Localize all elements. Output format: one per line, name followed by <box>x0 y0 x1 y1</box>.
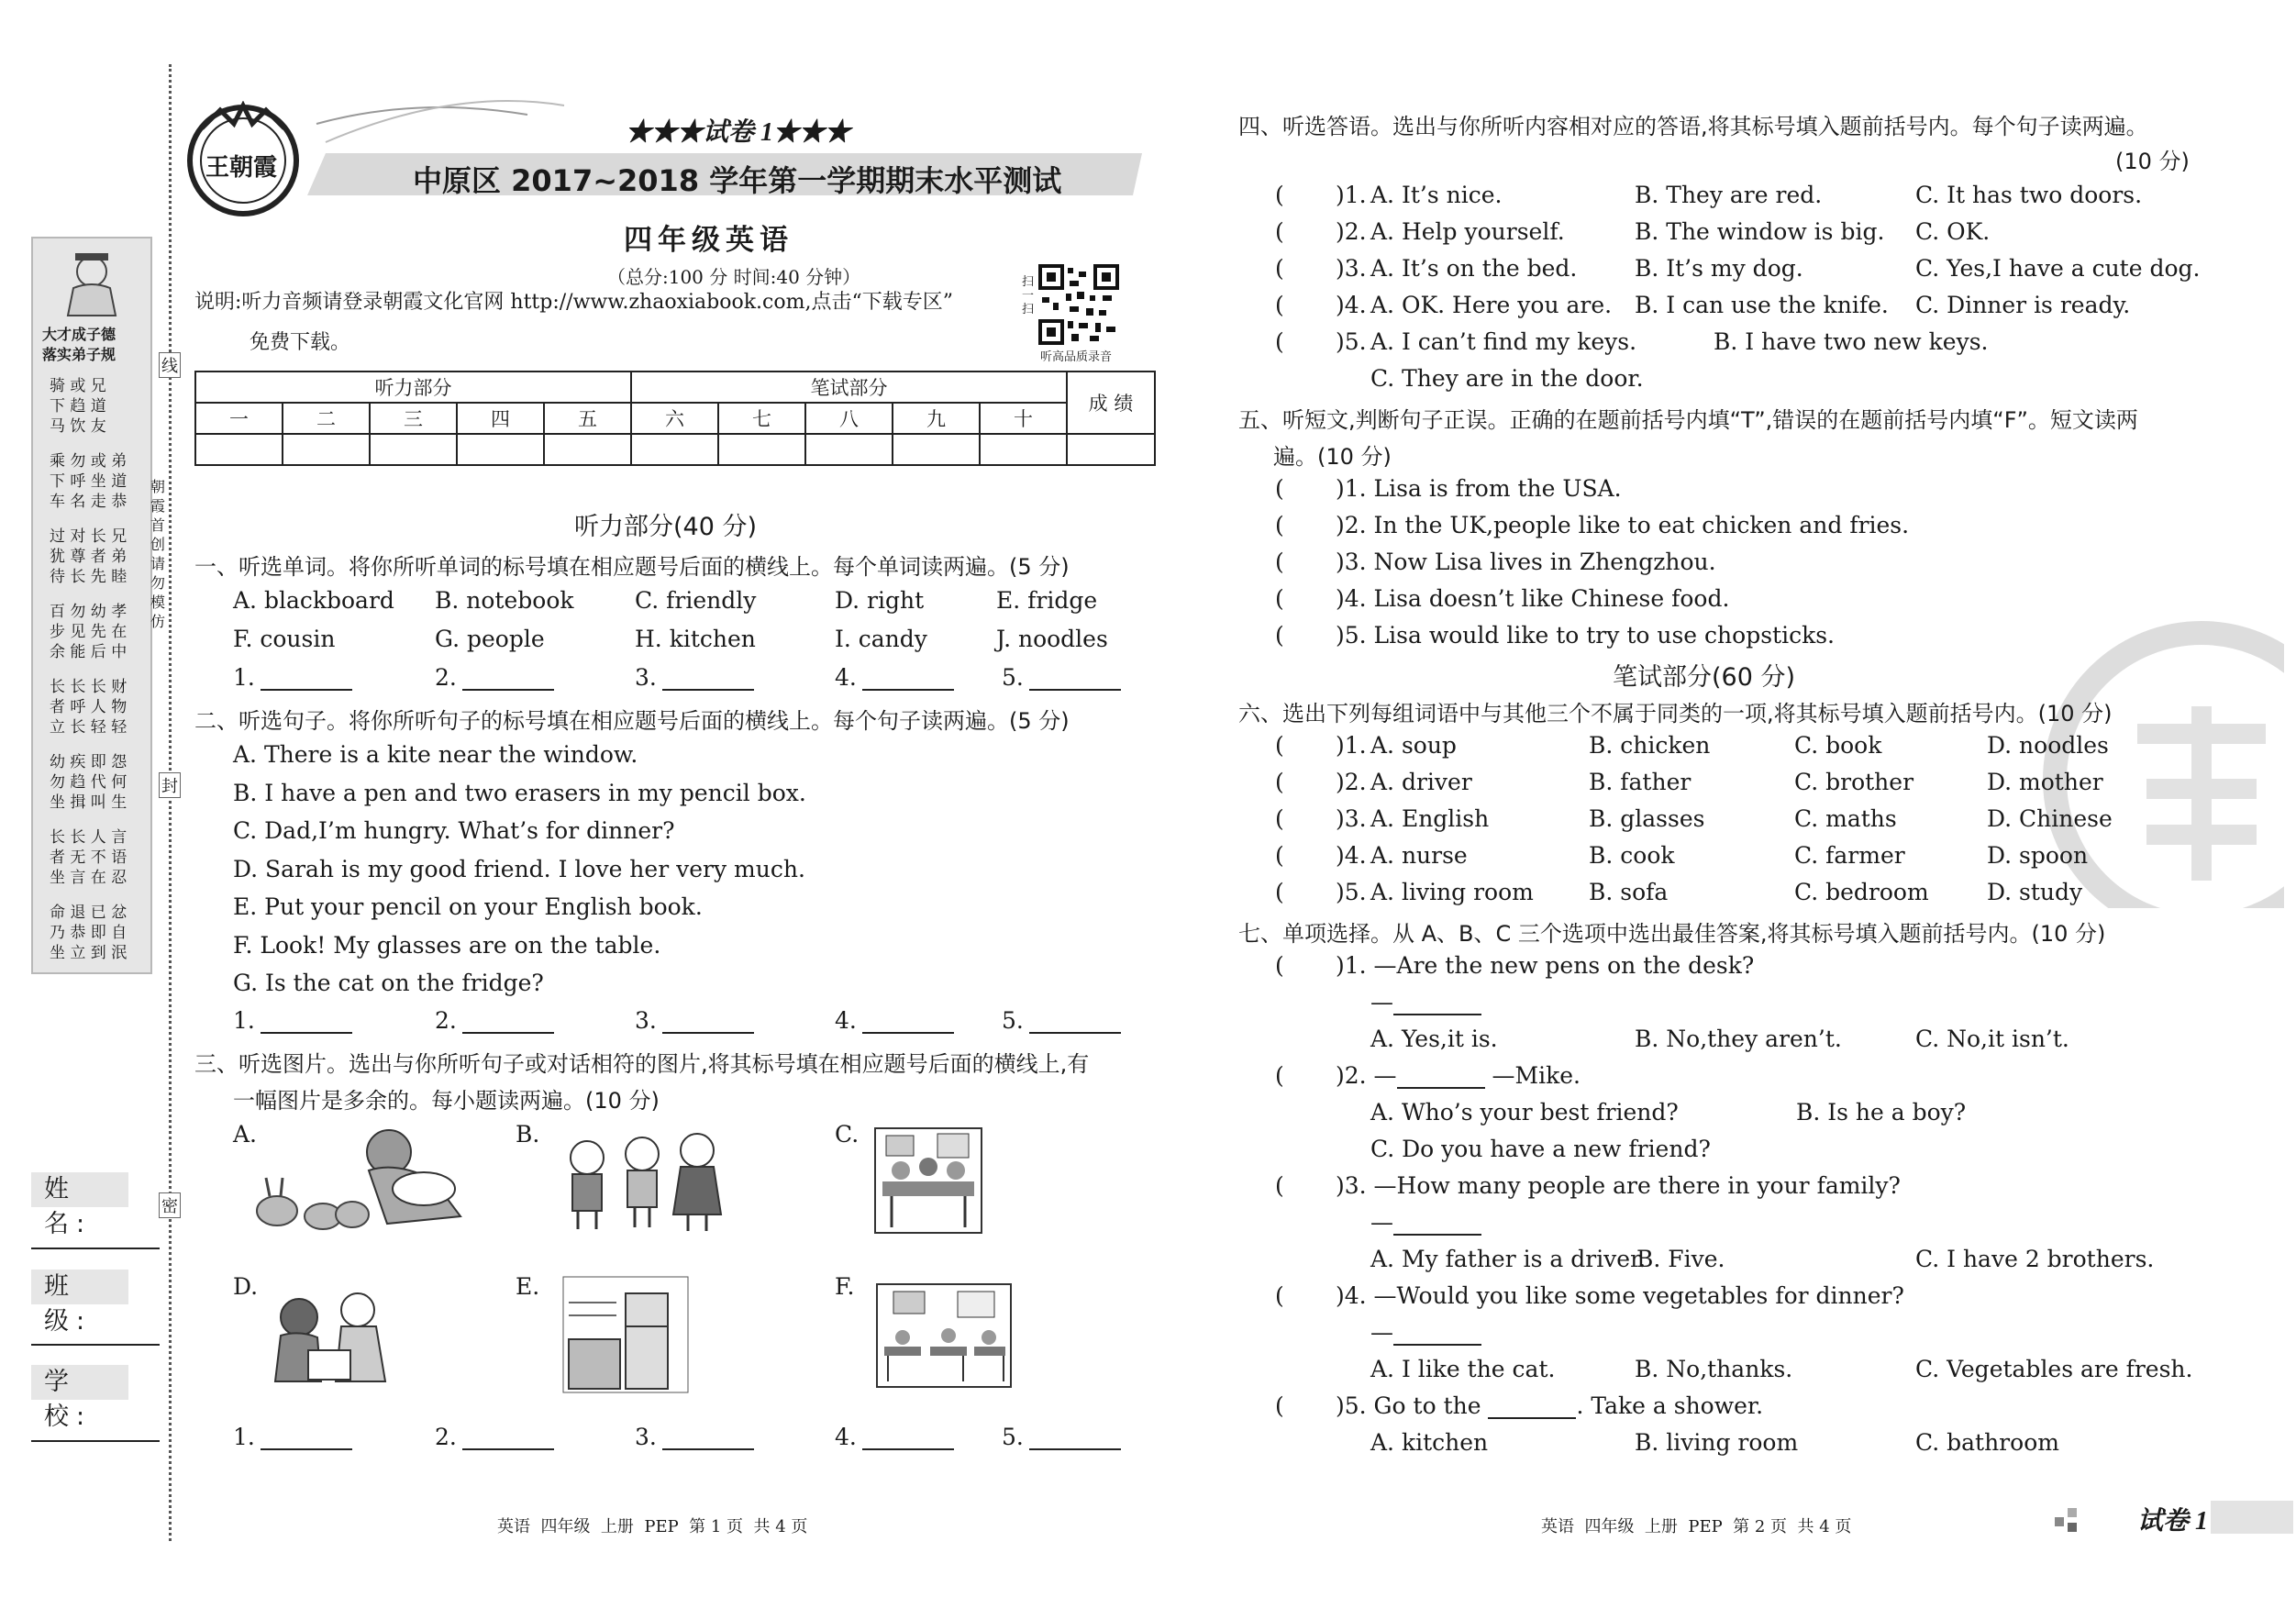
q4-item-number: )4. <box>1336 292 1367 318</box>
q6-option-a: A. soup <box>1370 732 1457 759</box>
class-label: 班 级: <box>31 1270 128 1304</box>
q1-option: B. notebook <box>435 587 574 614</box>
q7-option-c: C. I have 2 brothers. <box>1915 1246 2155 1272</box>
q1-option: C. friendly <box>635 587 757 614</box>
q7-question: )3. —How many people are there in your family? <box>1336 1172 1901 1199</box>
q7-answer-bracket[interactable]: ( <box>1275 1062 1284 1089</box>
q6-option-a: A. nurse <box>1370 842 1468 869</box>
q5-title-line2: 遍。(10 分) <box>1273 444 1392 470</box>
q6-option-d: D. Chinese <box>1987 805 2113 832</box>
q7-option-b: B. Is he a boy? <box>1796 1099 1967 1126</box>
q7-option-b: B. Five. <box>1636 1246 1725 1272</box>
q1-option: A. blackboard <box>233 587 394 614</box>
picture-d-reading <box>262 1290 400 1391</box>
verse-block-3: 过 对 长 兄 犹 尊 者 弟 待 长 先 睦 <box>50 527 128 586</box>
score-cell[interactable] <box>893 434 980 465</box>
exam-badge: ★★★试卷 1★★★ <box>626 118 851 147</box>
q7-option-a: A. kitchen <box>1370 1429 1489 1456</box>
score-col-header: 四 <box>457 403 544 434</box>
listening-section-title: 听力部分(40 分) <box>574 513 758 541</box>
q7-option-b: B. No,they aren’t. <box>1635 1026 1842 1052</box>
q6-option-a: A. driver <box>1370 769 1472 795</box>
q7-question: )5. Go to the . Take a shower. <box>1336 1392 1764 1419</box>
verse-block-5: 长 长 长 财 者 呼 人 物 立 长 轻 轻 <box>50 678 128 737</box>
q7-answer-bracket[interactable]: ( <box>1275 952 1284 979</box>
brand-seal-text: 王朝霞 <box>205 154 278 181</box>
score-col-header: 三 <box>370 403 457 434</box>
score-col-header: 八 <box>805 403 893 434</box>
q7-response-blank: — <box>1370 1209 1481 1236</box>
q5-statement: )5. Lisa would like to try to use chopsticks. <box>1336 622 1835 649</box>
class-field[interactable] <box>31 1344 160 1346</box>
score-col-header: 一 <box>195 403 283 434</box>
q7-response-blank: — <box>1370 989 1481 1015</box>
verse-block-1: 骑 或 兄 下 趋 道 马 饮 友 <box>50 377 106 436</box>
picture-label-b: B. <box>516 1121 540 1148</box>
q4-item-number: )3. <box>1336 255 1367 282</box>
score-cell[interactable] <box>195 434 283 465</box>
q7-option-a: A. Who’s your best friend? <box>1370 1099 1679 1126</box>
name-field[interactable] <box>31 1248 160 1249</box>
q1-answer-4[interactable]: 4. <box>835 664 954 691</box>
q3-answer-5[interactable]: 5. <box>1002 1424 1121 1450</box>
exam-title: 中原区 2017~2018 学年第一学期期末水平测试 <box>413 163 1062 198</box>
q4-answer-bracket[interactable]: ( <box>1275 218 1284 245</box>
q1-title: 一、听选单词。将你所听单词的标号填在相应题号后面的横线上。每个单词读两遍。(5 分) <box>194 554 1070 580</box>
q4-option-b: B. They are red. <box>1635 182 1823 208</box>
q4-option-a: A. I can’t find my keys. <box>1370 328 1637 355</box>
q4-option-a: A. OK. Here you are. <box>1370 292 1613 318</box>
picture-a-rabbits-and-bear <box>250 1125 479 1231</box>
q1-answer-5[interactable]: 5. <box>1002 664 1121 691</box>
verse-block-8: 命 退 已 忿 乃 恭 即 自 坐 立 到 泯 <box>50 904 128 962</box>
q4-item-number: )1. <box>1336 182 1367 208</box>
q4-option-b: B. The window is big. <box>1635 218 1885 245</box>
scholar-illustration <box>33 244 150 317</box>
q2-sentence: F. Look! My glasses are on the table. <box>233 932 661 959</box>
q7-option-c: C. Vegetables are fresh. <box>1915 1356 2193 1382</box>
q1-option: G. people <box>435 626 545 652</box>
q6-item-number: )1. <box>1336 732 1367 759</box>
q7-answer-bracket[interactable]: ( <box>1275 1392 1284 1419</box>
q5-answer-bracket[interactable]: ( <box>1275 549 1284 575</box>
q7-option-b: B. living room <box>1635 1429 1799 1456</box>
picture-e-kitchen-fridge <box>561 1275 690 1394</box>
score-col-header: 二 <box>283 403 370 434</box>
q3-title-line2: 一幅图片是多余的。每小题读两遍。(10 分) <box>233 1088 660 1114</box>
q6-option-a: A. English <box>1370 805 1490 832</box>
q2-title: 二、听选句子。将你所听句子的标号填在相应题号后面的横线上。每个句子读两遍。(5 分) <box>194 708 1070 734</box>
q4-option-c: C. Dinner is ready. <box>1915 292 2131 318</box>
footer-right: 英语 四年级 上册 PEP 第 2 页 共 4 页 <box>1541 1517 1852 1536</box>
picture-label-d: D. <box>233 1273 259 1300</box>
q2-sentence: B. I have a pen and two erasers in my pencil box. <box>233 780 806 806</box>
score-cell[interactable] <box>718 434 805 465</box>
written-section-title: 笔试部分(60 分) <box>1613 663 1796 692</box>
q5-answer-bracket[interactable]: ( <box>1275 585 1284 612</box>
q4-option-b: B. It’s my dog. <box>1635 255 1803 282</box>
score-col-header: 五 <box>544 403 631 434</box>
verse-block-2: 乘 勿 或 弟 下 呼 坐 道 车 名 走 恭 <box>50 452 128 511</box>
q7-option-a: A. Yes,it is. <box>1370 1026 1498 1052</box>
q1-option: D. right <box>835 587 925 614</box>
q7-answer-bracket[interactable]: ( <box>1275 1172 1284 1199</box>
q1-option: J. noodles <box>996 626 1108 652</box>
q5-answer-bracket[interactable]: ( <box>1275 512 1284 538</box>
verse-block-7: 长 长 人 言 者 无 不 语 坐 言 在 忍 <box>50 828 128 887</box>
q6-option-b: B. glasses <box>1589 805 1705 832</box>
q6-option-c: C. bedroom <box>1794 879 1929 905</box>
q2-sentence: C. Dad,I’m hungry. What’s for dinner? <box>233 817 675 844</box>
q2-answer-4[interactable]: 4. <box>835 1007 954 1034</box>
q3-answer-4[interactable]: 4. <box>835 1424 954 1450</box>
picture-label-c: C. <box>835 1121 860 1148</box>
footer-left: 英语 四年级 上册 PEP 第 1 页 共 4 页 <box>497 1517 808 1536</box>
score-cell[interactable] <box>805 434 893 465</box>
left-margin-strip <box>31 237 152 974</box>
q1-answer-1[interactable]: 1. <box>233 664 352 691</box>
q5-answer-bracket[interactable]: ( <box>1275 622 1284 649</box>
score-total-header: 成 绩 <box>1067 372 1155 434</box>
score-time: （总分:100 分 时间:40 分钟） <box>607 266 861 288</box>
q5-statement: )4. Lisa doesn’t like Chinese food. <box>1336 585 1730 612</box>
q4-title: 四、听选答语。选出与你所听内容相对应的答语,将其标号填入题前括号内。每个句子读两遍。 <box>1238 114 2148 139</box>
q5-answer-bracket[interactable]: ( <box>1275 475 1284 502</box>
q7-question: )2. — —Mike. <box>1336 1062 1581 1089</box>
q6-option-b: B. cook <box>1589 842 1675 869</box>
q4-points: (10 分) <box>2115 149 2190 174</box>
q6-option-d: D. spoon <box>1987 842 2089 869</box>
verse-block-4: 百 勿 幼 孝 步 见 先 在 余 能 后 中 <box>50 603 128 661</box>
score-cell[interactable] <box>631 434 718 465</box>
score-cell[interactable] <box>1067 434 1155 465</box>
q4-option-a: A. It’s nice. <box>1370 182 1503 208</box>
score-group-listening: 听力部分 <box>195 372 631 403</box>
score-cell[interactable] <box>980 434 1067 465</box>
q6-option-d: D. noodles <box>1987 732 2109 759</box>
q6-option-c: C. maths <box>1794 805 1897 832</box>
q3-title-line1: 三、听选图片。选出与你所听句子或对话相符的图片,将其标号填在相应题号后面的横线上,有 <box>194 1051 1090 1077</box>
q1-option: E. fridge <box>996 587 1098 614</box>
q7-response-blank: — <box>1370 1319 1481 1346</box>
q6-option-b: B. father <box>1589 769 1691 795</box>
picture-f-classroom <box>875 1282 1013 1391</box>
q2-answer-1[interactable]: 1. <box>233 1007 352 1034</box>
score-col-header: 六 <box>631 403 718 434</box>
q4-answer-bracket[interactable]: ( <box>1275 328 1284 355</box>
q1-answer-3[interactable]: 3. <box>635 664 754 691</box>
q3-answer-2[interactable]: 2. <box>435 1424 554 1450</box>
q2-answer-3[interactable]: 3. <box>635 1007 754 1034</box>
q6-item-number: )3. <box>1336 805 1367 832</box>
q5-statement: )2. In the UK,people like to eat chicken and fries. <box>1336 512 1910 538</box>
q2-answer-2[interactable]: 2. <box>435 1007 554 1034</box>
score-col-header: 七 <box>718 403 805 434</box>
school-field[interactable] <box>31 1440 160 1442</box>
q6-option-b: B. chicken <box>1589 732 1711 759</box>
q6-answer-bracket[interactable]: ( <box>1275 732 1284 759</box>
score-table <box>194 371 1156 466</box>
copyright-vertical: 朝霞首创 请勿模仿 <box>150 478 166 630</box>
score-col-header: 九 <box>893 403 980 434</box>
picture-label-f: F. <box>835 1273 855 1300</box>
q6-item-number: )5. <box>1336 879 1367 905</box>
score-cell[interactable] <box>544 434 631 465</box>
q2-sentence: D. Sarah is my good friend. I love her very much. <box>233 856 805 882</box>
picture-label-e: E. <box>516 1273 540 1300</box>
q4-option-c: C. Yes,I have a cute dog. <box>1915 255 2201 282</box>
q1-answer-2[interactable]: 2. <box>435 664 554 691</box>
q2-answer-5[interactable]: 5. <box>1002 1007 1121 1034</box>
q4-option-c: C. They are in the door. <box>1370 365 1644 392</box>
q4-option-b: B. I can use the knife. <box>1635 292 1889 318</box>
q4-option-c: C. OK. <box>1915 218 1991 245</box>
q6-option-a: A. living room <box>1370 879 1534 905</box>
seal-line-mark: 线 <box>159 352 181 378</box>
q6-option-b: B. sofa <box>1589 879 1669 905</box>
q7-option-c: C. Do you have a new friend? <box>1370 1136 1711 1162</box>
q4-option-b: B. I have two new keys. <box>1714 328 1989 355</box>
q4-option-a: A. It’s on the bed. <box>1370 255 1578 282</box>
picture-label-a: A. <box>233 1121 258 1148</box>
footer-badge: 试卷 1 <box>2137 1507 2209 1536</box>
q7-option-a: A. I like the cat. <box>1370 1356 1556 1382</box>
instructions-line2: 免费下载。 <box>250 331 351 354</box>
q7-option-b: B. No,thanks. <box>1635 1356 1793 1382</box>
instructions-line1: 说明:听力音频请登录朝霞文化官网 http://www.zhaoxiabook.com,点击“下载专区” <box>194 291 953 314</box>
q6-answer-bracket[interactable]: ( <box>1275 842 1284 869</box>
qr-caption: 听高品质录音 <box>1040 350 1113 364</box>
name-label: 姓 名: <box>31 1172 128 1207</box>
score-cell[interactable] <box>370 434 457 465</box>
q7-option-a: A. My father is a driver. <box>1370 1246 1647 1272</box>
q4-option-a: A. Help yourself. <box>1370 218 1565 245</box>
q5-statement: )1. Lisa is from the USA. <box>1336 475 1622 502</box>
q7-title: 七、单项选择。从 A、B、C 三个选项中选出最佳答案,将其标号填入题前括号内。(10 分) <box>1238 921 2106 947</box>
q2-sentence: E. Put your pencil on your English book. <box>233 893 703 920</box>
q4-answer-bracket[interactable]: ( <box>1275 182 1284 208</box>
slogan-2: 落实弟子规 <box>42 346 116 363</box>
q6-option-d: D. study <box>1987 879 2083 905</box>
q4-answer-bracket[interactable]: ( <box>1275 292 1284 318</box>
q2-sentence: G. Is the cat on the fridge? <box>233 970 544 996</box>
score-group-written: 笔试部分 <box>631 372 1067 403</box>
q4-answer-bracket[interactable]: ( <box>1275 255 1284 282</box>
school-label: 学 校: <box>31 1365 128 1400</box>
seal-feng-mark: 封 <box>159 772 181 798</box>
q6-option-c: C. book <box>1794 732 1882 759</box>
q6-title: 六、选出下列每组词语中与其他三个不属于同类的一项,将其标号填入题前括号内。(10 分) <box>1238 701 2113 726</box>
score-col-header: 十 <box>980 403 1067 434</box>
subject-title: 四年级英语 <box>624 224 793 257</box>
q3-answer-1[interactable]: 1. <box>233 1424 352 1450</box>
q3-answer-3[interactable]: 3. <box>635 1424 754 1450</box>
binding-line <box>169 64 172 1541</box>
q1-option: I. candy <box>835 626 927 652</box>
q6-item-number: )2. <box>1336 769 1367 795</box>
q7-option-c: C. bathroom <box>1915 1429 2059 1456</box>
q1-option: F. cousin <box>233 626 336 652</box>
q5-title-line1: 五、听短文,判断句子正误。正确的在题前括号内填“T”,错误的在题前括号内填“F”。短文读两 <box>1238 407 2138 433</box>
score-cell[interactable] <box>457 434 544 465</box>
q7-question: )4. —Would you like some vegetables for dinner? <box>1336 1282 1904 1309</box>
q6-answer-bracket[interactable]: ( <box>1275 769 1284 795</box>
q6-option-c: C. farmer <box>1794 842 1905 869</box>
q6-answer-bracket[interactable]: ( <box>1275 879 1284 905</box>
seal-mi-mark: 密 <box>159 1192 181 1218</box>
q6-option-d: D. mother <box>1987 769 2103 795</box>
q6-option-c: C. brother <box>1794 769 1914 795</box>
slogan-1: 大才成子德 <box>42 326 116 343</box>
qr-side-text: 扫一扫 <box>1022 275 1035 316</box>
q7-answer-bracket[interactable]: ( <box>1275 1282 1284 1309</box>
q7-option-c: C. No,it isn’t. <box>1915 1026 2069 1052</box>
qr-code[interactable] <box>1038 264 1119 345</box>
q4-option-c: C. It has two doors. <box>1915 182 2143 208</box>
verse-block-6: 幼 疾 即 怨 勿 趋 代 何 坐 揖 叫 生 <box>50 753 128 812</box>
picture-c-family-dinner <box>873 1126 983 1235</box>
q6-answer-bracket[interactable]: ( <box>1275 805 1284 832</box>
q4-item-number: )5. <box>1336 328 1367 355</box>
score-cell[interactable] <box>283 434 370 465</box>
q6-item-number: )4. <box>1336 842 1367 869</box>
q7-question: )1. —Are the new pens on the desk? <box>1336 952 1755 979</box>
q5-statement: )3. Now Lisa lives in Zhengzhou. <box>1336 549 1716 575</box>
q4-item-number: )2. <box>1336 218 1367 245</box>
q1-option: H. kitchen <box>635 626 756 652</box>
q2-sentence: A. There is a kite near the window. <box>233 741 638 768</box>
picture-b-children <box>550 1126 734 1235</box>
